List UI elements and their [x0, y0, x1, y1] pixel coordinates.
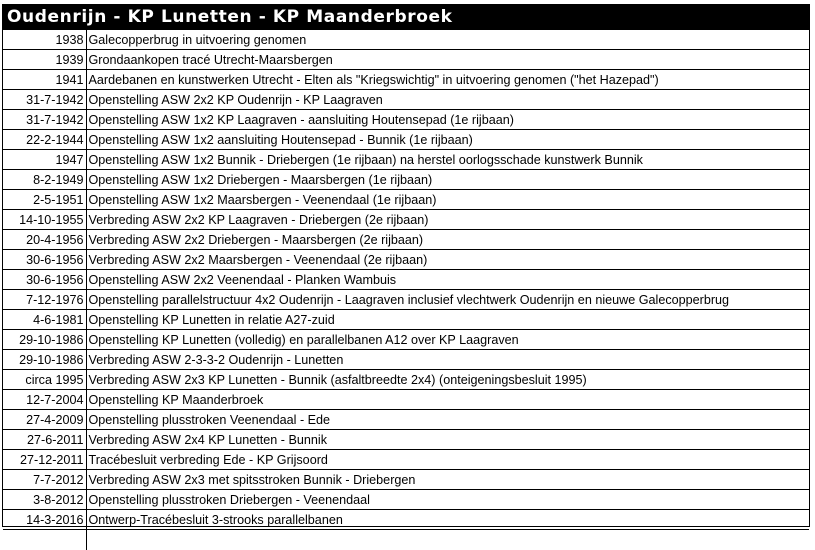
row-event: Openstelling KP Lunetten in relatie A27-zuid [86, 310, 809, 330]
row-event: Openstelling ASW 1x2 Bunnik - Driebergen (1e rijbaan) na herstel oorlogsschade kunstwerk Bunnik [86, 150, 809, 170]
row-event: Verbreding ASW 2x2 KP Laagraven - Driebergen (2e rijbaan) [86, 210, 809, 230]
row-date: 27-12-2011 [3, 450, 86, 470]
row-date: 29-10-1986 [3, 330, 86, 350]
row-event: Ontwerp-Tracébesluit 3-strooks parallelbanen [86, 510, 809, 530]
row-date: 3-8-2012 [3, 490, 86, 510]
row-date: 22-2-1944 [3, 130, 86, 150]
row-date: circa 1995 [3, 370, 86, 390]
table-row [3, 150, 809, 170]
table-row [3, 290, 809, 310]
table-row [3, 90, 809, 110]
row-date: 20-4-1956 [3, 230, 86, 250]
row-date: 12-7-2004 [3, 390, 86, 410]
row-event: Openstelling ASW 1x2 Maarsbergen - Veenendaal (1e rijbaan) [86, 190, 809, 210]
empty-row [3, 530, 809, 550]
row-event: Verbreding ASW 2x4 KP Lunetten - Bunnik [86, 430, 809, 450]
table-row [3, 450, 809, 470]
row-date: 27-6-2011 [3, 430, 86, 450]
row-date: 31-7-1942 [3, 110, 86, 130]
row-event: Openstelling plusstroken Driebergen - Veenendaal [86, 490, 809, 510]
empty-event-cell [86, 530, 809, 550]
table-row [3, 470, 809, 490]
row-date: 14-10-1955 [3, 210, 86, 230]
row-date: 29-10-1986 [3, 350, 86, 370]
row-date: 7-12-1976 [3, 290, 86, 310]
row-date: 30-6-1956 [3, 270, 86, 290]
table-row [3, 30, 809, 50]
table-body [3, 30, 809, 550]
row-event: Openstelling ASW 1x2 Driebergen - Maarsbergen (1e rijbaan) [86, 170, 809, 190]
table-row [3, 430, 809, 450]
table-row [3, 190, 809, 210]
row-event: Tracébesluit verbreding Ede - KP Grijsoord [86, 450, 809, 470]
table-row [3, 70, 809, 90]
row-event: Openstelling plusstroken Veenendaal - Ede [86, 410, 809, 430]
row-event: Openstelling KP Lunetten (volledig) en parallelbanen A12 over KP Laagraven [86, 330, 809, 350]
row-date: 1947 [3, 150, 86, 170]
row-event: Galecopperbrug in uitvoering genomen [86, 30, 809, 50]
row-event: Verbreding ASW 2x2 Maarsbergen - Veenendaal (2e rijbaan) [86, 250, 809, 270]
table-row [3, 510, 809, 530]
row-date: 30-6-1956 [3, 250, 86, 270]
row-date: 8-2-1949 [3, 170, 86, 190]
row-event: Verbreding ASW 2x2 Driebergen - Maarsbergen (2e rijbaan) [86, 230, 809, 250]
table-row [3, 370, 809, 390]
row-date: 7-7-2012 [3, 470, 86, 490]
row-date: 4-6-1981 [3, 310, 86, 330]
row-event: Verbreding ASW 2x3 KP Lunetten - Bunnik (asfaltbreedte 2x4) (onteigeningsbesluit 1995) [86, 370, 809, 390]
table-row [3, 170, 809, 190]
row-event: Grondaankopen tracé Utrecht-Maarsbergen [86, 50, 809, 70]
row-date: 14-3-2016 [3, 510, 86, 530]
timeline-rows [3, 30, 809, 550]
empty-date-cell [3, 530, 86, 550]
row-date: 1938 [3, 30, 86, 50]
timeline-table [2, 4, 810, 527]
table-row [3, 310, 809, 330]
row-event: Openstelling ASW 2x2 KP Oudenrijn - KP Laagraven [86, 90, 809, 110]
table-row [3, 330, 809, 350]
table-title: Oudenrijn - KP Lunetten - KP Maanderbroek [3, 5, 809, 30]
table-row [3, 270, 809, 290]
table-row [3, 410, 809, 430]
row-event: Openstelling KP Maanderbroek [86, 390, 809, 410]
row-event: Openstelling ASW 1x2 KP Laagraven - aansluiting Houtensepad (1e rijbaan) [86, 110, 809, 130]
table-row [3, 250, 809, 270]
row-event: Openstelling ASW 2x2 Veenendaal - Planken Wambuis [86, 270, 809, 290]
row-event: Openstelling ASW 1x2 aansluiting Houtensepad - Bunnik (1e rijbaan) [86, 130, 809, 150]
row-date: 27-4-2009 [3, 410, 86, 430]
table-row [3, 230, 809, 250]
row-event: Openstelling parallelstructuur 4x2 Oudenrijn - Laagraven inclusief vlechtwerk Oudenrijn en nieuwe Galecopperbrug [86, 290, 809, 310]
row-event: Aardebanen en kunstwerken Utrecht - Elten als "Kriegswichtig" in uitvoering genomen ("het Hazepad") [86, 70, 809, 90]
table-row [3, 130, 809, 150]
row-date: 2-5-1951 [3, 190, 86, 210]
table-row [3, 50, 809, 70]
row-date: 1939 [3, 50, 86, 70]
table-row [3, 110, 809, 130]
table-row [3, 210, 809, 230]
row-event: Verbreding ASW 2x3 met spitsstroken Bunnik - Driebergen [86, 470, 809, 490]
row-date: 1941 [3, 70, 86, 90]
row-date: 31-7-1942 [3, 90, 86, 110]
row-event: Verbreding ASW 2-3-3-2 Oudenrijn - Lunetten [86, 350, 809, 370]
table-row [3, 490, 809, 510]
table-row [3, 350, 809, 370]
table-row [3, 390, 809, 410]
